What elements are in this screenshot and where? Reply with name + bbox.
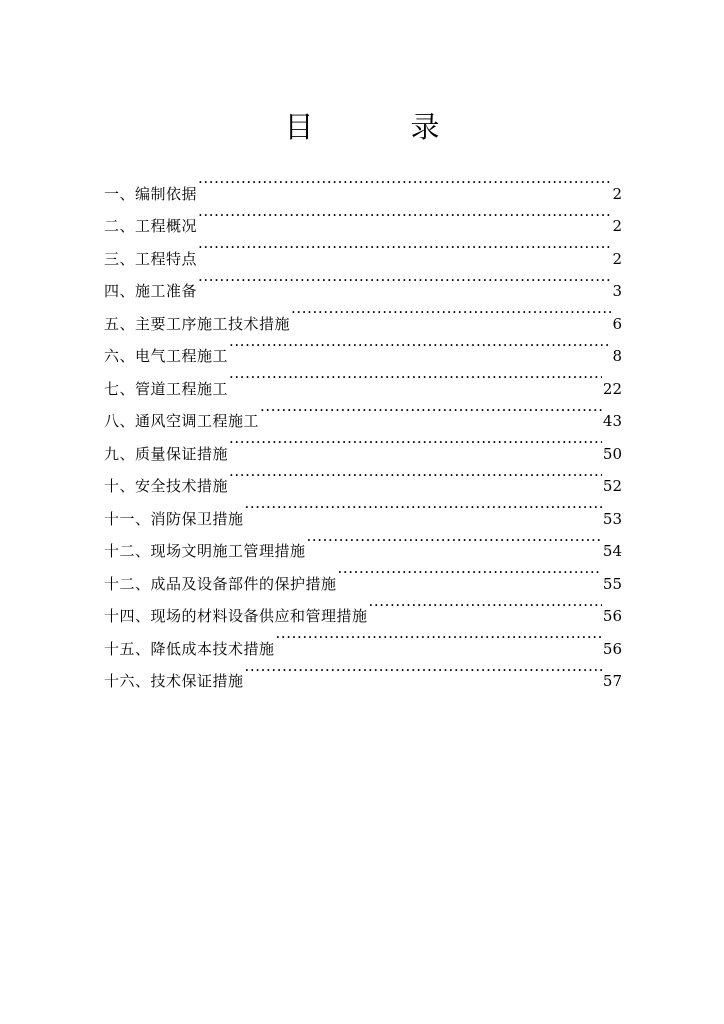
toc-entry-page: 2 (612, 184, 622, 203)
toc-entry-page: 52 (602, 477, 622, 495)
toc-entry-page: 6 (612, 314, 622, 333)
toc-dot-leader (229, 426, 602, 459)
toc-entry-page: 54 (602, 542, 622, 560)
toc-entry-page: 56 (602, 639, 622, 658)
toc-entry-label: 五、主要工序施工技术措施 (104, 314, 291, 333)
toc-dot-leader (198, 199, 611, 232)
toc-entry-page: 56 (602, 607, 622, 625)
toc-entry-label: 七、管道工程施工 (104, 379, 229, 398)
toc-dot-leader (229, 459, 602, 492)
toc-entry-page: 53 (602, 509, 622, 528)
toc-dot-leader (307, 524, 602, 557)
toc-dot-leader (229, 329, 611, 362)
toc-dot-leader (245, 654, 602, 687)
toc-entry-label: 九、质量保证措施 (104, 444, 229, 463)
toc-entry-label: 二、工程概况 (104, 217, 198, 235)
toc-entry-label: 十四、现场的材料设备供应和管理措施 (104, 607, 368, 625)
toc-entry-page: 2 (612, 249, 622, 268)
toc-entry-label: 十二、现场文明施工管理措施 (104, 542, 306, 560)
toc-dot-leader (338, 556, 602, 589)
toc-dot-leader (198, 166, 611, 199)
toc-entry-label: 八、通风空调工程施工 (104, 412, 260, 430)
toc-entry-label: 三、工程特点 (104, 249, 198, 268)
table-of-contents (104, 166, 622, 690)
page-title: 目 录 (284, 110, 474, 145)
toc-entry-page: 3 (612, 282, 622, 300)
toc-entry-label: 十五、降低成本技术措施 (104, 639, 275, 658)
toc-dot-leader (276, 621, 602, 654)
toc-entry-label: 十二、成品及设备部件的保护措施 (104, 574, 337, 593)
toc-entry-page: 57 (602, 672, 622, 690)
toc-entry-label: 十一、消防保卫措施 (104, 509, 244, 528)
toc-entry-label: 六、电气工程施工 (104, 347, 229, 365)
toc-dot-leader (369, 589, 602, 622)
toc-dot-leader (245, 491, 602, 524)
toc-entry-label: 一、编制依据 (104, 184, 198, 203)
toc-entry-label: 四、施工准备 (104, 282, 198, 300)
toc-dot-leader (291, 296, 611, 329)
toc-entry-page: 2 (612, 217, 622, 235)
toc-dot-leader (229, 361, 602, 394)
toc-entry-label: 十、安全技术措施 (104, 477, 229, 495)
toc-dot-leader (260, 394, 602, 427)
toc-entry-label: 十六、技术保证措施 (104, 672, 244, 690)
toc-entry-page: 22 (602, 379, 622, 398)
toc-entry-page: 8 (612, 347, 622, 365)
toc-entry-page: 43 (602, 412, 622, 430)
toc-dot-leader (198, 231, 611, 264)
toc-entry-page: 55 (602, 574, 622, 593)
toc-entry-page: 50 (602, 444, 622, 463)
toc-dot-leader (198, 264, 611, 297)
toc-entry (104, 166, 622, 203)
